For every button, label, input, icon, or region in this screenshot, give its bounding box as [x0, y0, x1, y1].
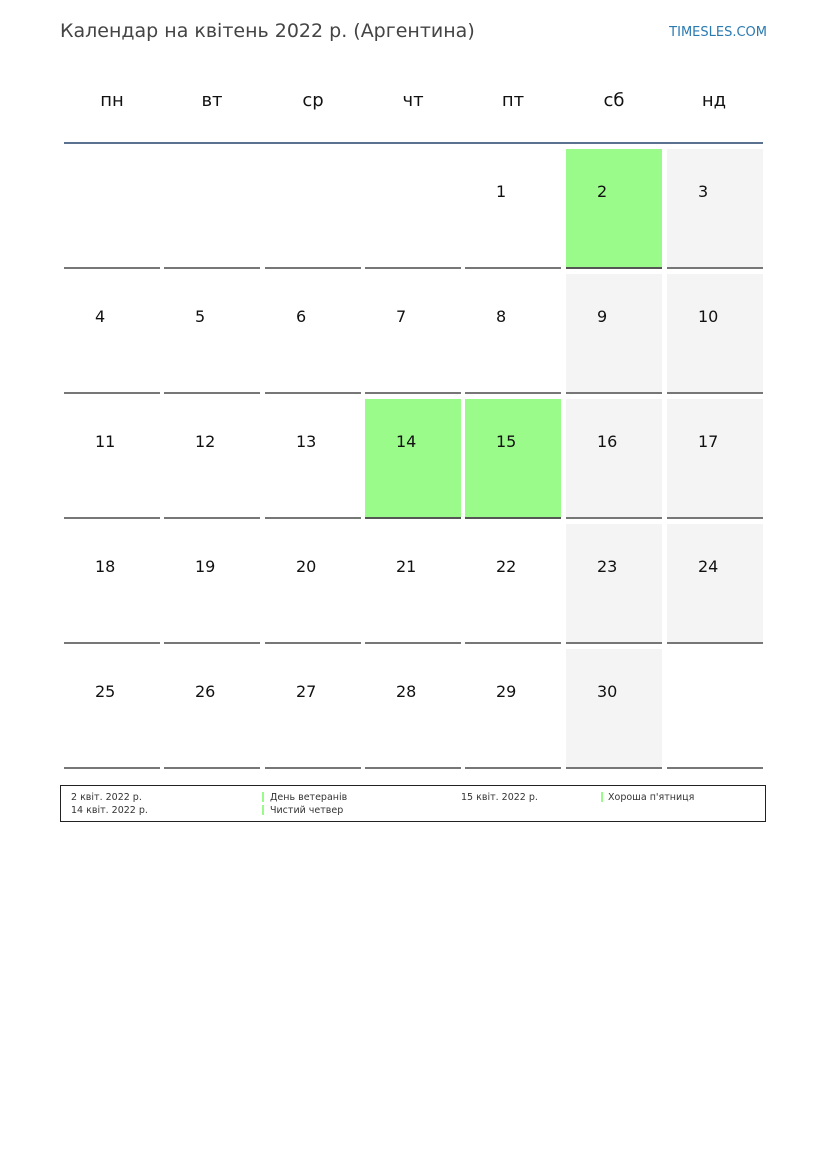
site-link[interactable]: TIMESLES.COM [669, 25, 767, 40]
day-cell [64, 274, 160, 394]
day-number: 1 [496, 182, 507, 201]
holiday-legend [60, 785, 766, 822]
day-number: 23 [597, 557, 618, 576]
day-number: 7 [396, 307, 407, 326]
day-cell [265, 649, 361, 769]
empty-day-cell [64, 149, 160, 269]
day-cell [465, 274, 561, 394]
empty-day-cell [365, 149, 461, 269]
day-cell [164, 649, 260, 769]
day-number: 4 [95, 307, 106, 326]
day-cell [265, 399, 361, 519]
day-number: 18 [95, 557, 116, 576]
legend-marker [262, 792, 264, 802]
weekday-label-sun: нд [701, 90, 727, 111]
weekday-label-wed: ср [302, 90, 324, 111]
weekday-label-fri: пт [501, 90, 525, 111]
day-cell [265, 524, 361, 644]
weekday-label-tue: вт [201, 90, 223, 111]
weekend-day-cell [667, 274, 763, 394]
day-number: 20 [296, 557, 317, 576]
day-number: 24 [698, 557, 719, 576]
day-cell [265, 274, 361, 394]
day-number: 21 [396, 557, 417, 576]
weekend-day-cell [667, 149, 763, 269]
legend-marker [601, 792, 603, 802]
day-cell [164, 399, 260, 519]
page-title: Календар на квітень 2022 р. (Аргентина) [60, 20, 475, 42]
day-number: 28 [396, 682, 417, 701]
day-number: 2 [597, 182, 608, 201]
weekend-day-cell [667, 399, 763, 519]
weekend-day-cell [566, 274, 662, 394]
weekend-day-cell [566, 399, 662, 519]
day-cell [365, 649, 461, 769]
day-number: 29 [496, 682, 517, 701]
day-cell [64, 524, 160, 644]
day-cell [465, 649, 561, 769]
legend-holiday-name: Чистий четвер [270, 805, 344, 816]
day-number: 14 [396, 432, 417, 451]
weekday-label-thu: чт [402, 90, 424, 111]
day-cell [64, 649, 160, 769]
day-cell [365, 274, 461, 394]
day-cell [465, 149, 561, 269]
weekend-day-cell [566, 524, 662, 644]
legend-date: 14 квіт. 2022 р. [71, 805, 148, 816]
holiday-day-cell [566, 149, 662, 269]
weekend-day-cell [667, 524, 763, 644]
day-number: 6 [296, 307, 307, 326]
legend-holiday-name: День ветеранів [270, 792, 348, 803]
day-number: 30 [597, 682, 618, 701]
holiday-day-cell [365, 399, 461, 519]
day-number: 10 [698, 307, 719, 326]
holiday-day-cell [465, 399, 561, 519]
day-number: 27 [296, 682, 317, 701]
day-number: 26 [195, 682, 216, 701]
day-number: 11 [95, 432, 116, 451]
day-cell [164, 274, 260, 394]
weekday-label-sat: сб [603, 90, 625, 111]
day-number: 22 [496, 557, 517, 576]
day-cell [365, 524, 461, 644]
weekend-day-cell [566, 649, 662, 769]
day-cell [64, 399, 160, 519]
legend-holiday-name: Хороша п'ятниця [608, 792, 695, 803]
day-number: 16 [597, 432, 618, 451]
day-number: 12 [195, 432, 216, 451]
day-number: 13 [296, 432, 317, 451]
legend-date: 2 квіт. 2022 р. [71, 792, 142, 803]
legend-marker [262, 805, 264, 815]
day-number: 3 [698, 182, 709, 201]
empty-day-cell [265, 149, 361, 269]
day-number: 8 [496, 307, 507, 326]
day-number: 9 [597, 307, 608, 326]
day-number: 25 [95, 682, 116, 701]
empty-day-cell [667, 649, 763, 769]
day-number: 17 [698, 432, 719, 451]
day-cell [164, 524, 260, 644]
day-number: 19 [195, 557, 216, 576]
legend-date: 15 квіт. 2022 р. [461, 792, 538, 803]
day-number: 15 [496, 432, 517, 451]
day-cell [465, 524, 561, 644]
weekday-label-mon: пн [100, 90, 124, 111]
day-number: 5 [195, 307, 206, 326]
empty-day-cell [164, 149, 260, 269]
